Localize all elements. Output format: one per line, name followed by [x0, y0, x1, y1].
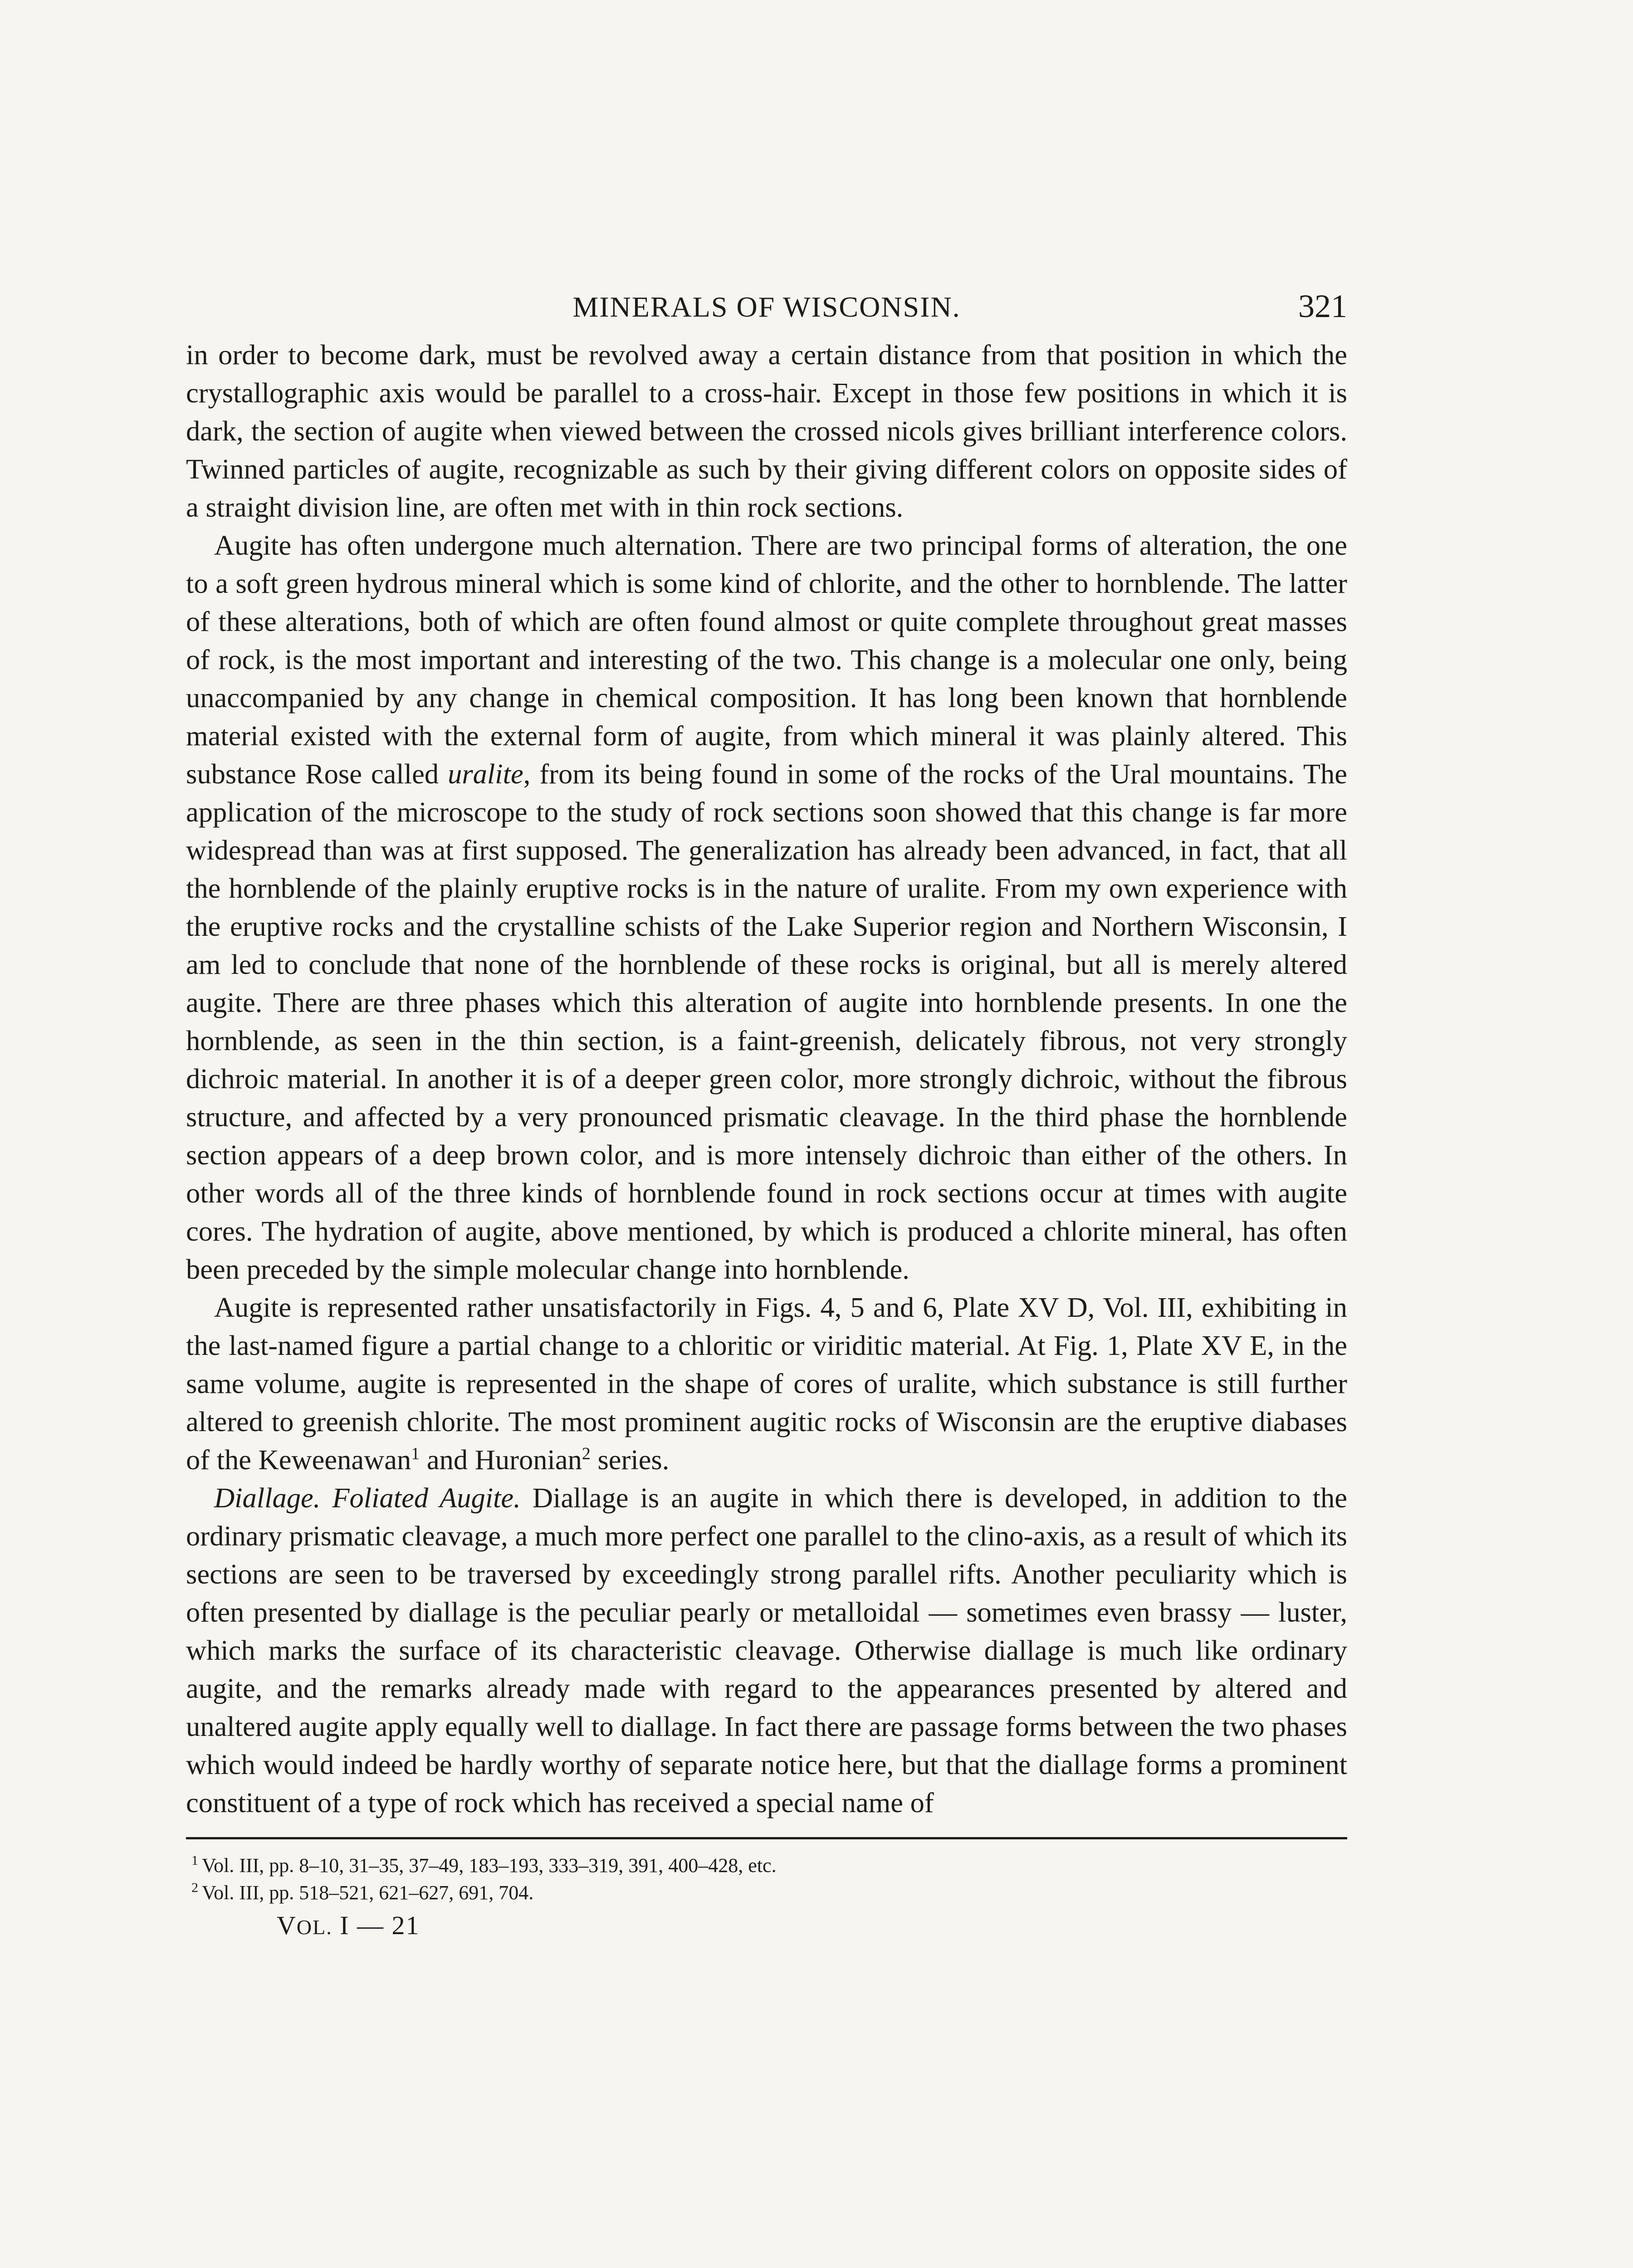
signature-mark	[186, 1910, 1347, 1941]
footnote-2-text: Vol. III, pp. 518–521, 621–627, 691, 704.	[202, 1882, 534, 1904]
paragraph-3-part-b: and Huronian	[420, 1444, 582, 1476]
footnote-1-text: Vol. III, pp. 8–10, 31–35, 37–49, 183–193, 333–319, 391, 400–428, etc.	[202, 1854, 777, 1877]
page-number: 321	[1298, 288, 1347, 324]
footnotes	[186, 1852, 1347, 1906]
footnote-2	[186, 1879, 1347, 1906]
page	[186, 281, 1347, 1941]
diallage-heading: Diallage. Foliated Augite.	[214, 1482, 521, 1514]
paragraph-4	[186, 1479, 1347, 1822]
footnote-rule	[186, 1837, 1347, 1839]
paragraph-2-part-a: Augite has often undergone much alternation. There are two principal forms of alteration, the one to a soft green hydrous mineral which is some kind of chlorite, and the other to hornblende. The latter of these alterations, both of which are often found almost or quite complete throughout great masses of rock, is the most important and interesting of the two. This change is a molecular one only, being unaccompanied by any change in chemical composition. It has long been known that hornblende material existed with the external form of augite, from which mineral it was plainly altered. This substance Rose called	[186, 529, 1347, 790]
running-head	[186, 281, 1347, 336]
signature-sheet: I — 21	[340, 1911, 420, 1940]
signature-vol-initial: V	[277, 1911, 297, 1940]
footnote-ref-1: 1	[411, 1444, 420, 1464]
body-text	[186, 336, 1347, 1822]
footnote-ref-2: 2	[582, 1444, 591, 1464]
footnote-1	[186, 1852, 1347, 1879]
paragraph-2-part-b: , from its being found in some of the rocks of the Ural mountains. The application of the microscope to the study of rock sections soon showed that this change is far more widespread than was at first supposed. The generalization has already been advanced, in fact, that all the hornblende of the plainly eruptive rocks is in the nature of uralite. From my own experience with the eruptive rocks and the crystalline schists of the Lake Superior region and Northern Wisconsin, I am led to conclude that none of the hornblende of these rocks is original, but all is merely altered augite. There are three phases which this alteration of augite into hornblende presents. In one the hornblende, as seen in the thin section, is a faint-greenish, delicately fibrous, not very strongly dichroic material. In another it is of a deeper green color, more strongly dichroic, without the fibrous structure, and affected by a very pronounced prismatic cleavage. In the third phase the hornblende section appears of a deep brown color, and is more intensely dichroic than either of the others. In other words all of the three kinds of hornblende found in rock sections occur at times with augite cores. The hydration of augite, above mentioned, by which is produced a chlorite mineral, has often been preceded by the simple molecular change into hornblende.	[186, 758, 1348, 1285]
paragraph-2	[186, 526, 1347, 1288]
footnote-1-mark: 1	[191, 1853, 198, 1868]
paragraph-3	[186, 1288, 1347, 1479]
paragraph-1: in order to become dark, must be revolved away a certain distance from that position in which the crystallographic axis would be parallel to a cross-hair. Except in those few positions in which it is dark, the section of augite when viewed between the crossed nicols gives brilliant interference colors. Twinned particles of augite, recognizable as such by their giving different colors on opposite sides of a straight division line, are often met with in thin rock sections.	[186, 339, 1347, 523]
uralite-term: uralite	[448, 758, 523, 790]
paragraph-3-part-c: series.	[590, 1444, 670, 1476]
signature-vol-rest: OL.	[296, 1916, 332, 1939]
paragraph-3-part-a: Augite is represented rather unsatisfactorily in Figs. 4, 5 and 6, Plate XV D, Vol. III, exhibiting in the last-named figure a partial change to a chloritic or viriditic material. At Fig. 1, Plate XV E, in the same volume, augite is represented in the shape of cores of uralite, which substance is still further altered to greenish chlorite. The most prominent augitic rocks of Wisconsin are the eruptive diabases of the Keweenawan	[186, 1291, 1347, 1476]
running-title: MINERALS OF WISCONSIN.	[572, 291, 961, 323]
footnote-2-mark: 2	[191, 1880, 198, 1896]
paragraph-4-body: Diallage is an augite in which there is developed, in addition to the ordinary prismatic cleavage, a much more perfect one parallel to the clino-axis, as a result of which its sections are seen to be traversed by exceedingly strong parallel rifts. Another peculiarity which is often presented by diallage is the peculiar pearly or metalloidal — sometimes even brassy — luster, which marks the surface of its characteristic cleavage. Otherwise diallage is much like ordinary augite, and the remarks already made with regard to the appearances presented by altered and unaltered augite apply equally well to diallage. In fact there are passage forms between the two phases which would indeed be hardly worthy of separate notice here, but that the diallage forms a prominent constituent of a type of rock which has received a special name of	[186, 1482, 1347, 1818]
